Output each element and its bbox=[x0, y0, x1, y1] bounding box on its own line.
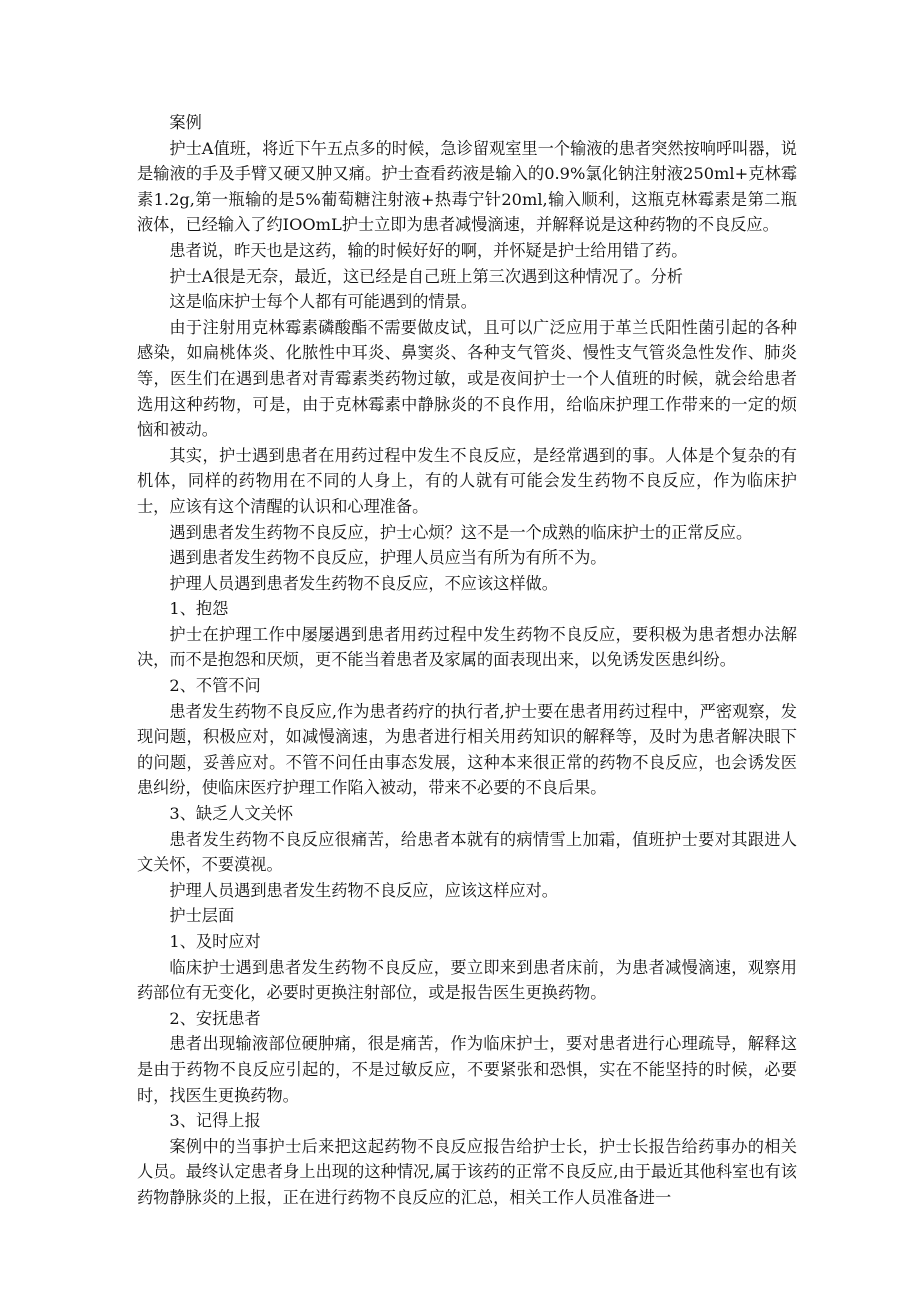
paragraph: 护士A值班，将近下午五点多的时候，急诊留观室里一个输液的患者突然按响呼叫器，说是输液的手及手臂又硬又肿又痛。护士查看药液是输入的0.9%氯化钠注射液250ml+克林霉素1.2g,第一瓶输的是5%葡萄糖注射液+热毒宁针20ml,输入顺利，这瓶克林霉素是第二瓶液体，已经输入了约IOOmL护士立即为患者减慢滴速，并解释说是这种药物的不良反应。 bbox=[137, 138, 797, 235]
paragraph: 患者发生药物不良反应,作为患者药疗的执行者,护士要在患者用药过程中，严密观察，发现问题，积极应对，如减慢滴速，为患者进行相关用药知识的解释等，及时为患者解决眼下的问题，妥善应对。不管不问任由事态发展，这种本来很正常的药物不良反应，也会诱发医患纠纷，使临床医疗护理工作陷入被动，带来不必要的不良后果。 bbox=[137, 701, 797, 798]
paragraph: 护理人员遇到患者发生药物不良反应，不应该这样做。 bbox=[169, 573, 558, 593]
list-heading: 1、抱怨 bbox=[169, 599, 229, 619]
paragraph: 患者出现输液部位硬肿痛，很是痛苦，作为临床护士，要对患者进行心理疏导，解释这是由于药物不良反应引起的，不是过敏反应，不要紧张和恐惧，实在不能坚持的时候，必要时，找医生更换药物。 bbox=[137, 1034, 797, 1105]
document-body bbox=[137, 110, 797, 1211]
paragraph: 遇到患者发生药物不良反应，护理人员应当有所为有所不为。 bbox=[169, 548, 607, 568]
paragraph: 遇到患者发生药物不良反应，护士心烦？这不是一个成熟的临床护士的正常反应。 bbox=[169, 522, 753, 542]
paragraph: 这是临床护士每个人都有可能遇到的情景。 bbox=[169, 292, 477, 312]
paragraph: 护士在护理工作中屡屡遇到患者用药过程中发生药物不良反应，要积极为患者想办法解决，而不是抱怨和厌烦，更不能当着患者及家属的面表现出来，以免诱发医患纠纷。 bbox=[137, 624, 797, 670]
paragraph: 由于注射用克林霉素磷酸酯不需要做皮试，且可以广泛应用于革兰氏阳性菌引起的各种感染，如扁桃体炎、化脓性中耳炎、鼻窦炎、各种支气管炎、慢性支气管炎急性发作、肺炎等，医生们在遇到患者对青霉素类药物过敏，或是夜间护士一个人值班的时候，就会给患者选用这种药物，可是，由于克林霉素中静脉炎的不良作用，给临床护理工作带来的一定的烦恼和被动。 bbox=[137, 317, 797, 440]
paragraph: 护理人员遇到患者发生药物不良反应，应该这样应对。 bbox=[169, 880, 558, 900]
paragraph: 护士A很是无奈，最近，这已经是自己班上第三次遇到这种情况了。分析 bbox=[169, 266, 683, 286]
list-heading: 3、记得上报 bbox=[169, 1111, 261, 1131]
paragraph: 患者说，昨天也是这药，输的时候好好的啊，并怀疑是护士给用错了药。 bbox=[169, 240, 688, 260]
list-heading: 2、不管不问 bbox=[169, 676, 261, 696]
list-heading: 1、及时应对 bbox=[169, 932, 261, 951]
paragraph: 患者发生药物不良反应很痛苦，给患者本就有的病情雪上加霜，值班护士要对其跟进人文关怀，不要漠视。 bbox=[137, 829, 797, 875]
paragraph: 其实，护士遇到患者在用药过程中发生不良反应，是经常遇到的事。人体是个复杂的有机体，同样的药物用在不同的人身上，有的人就有可能会发生药物不良反应，作为临床护士，应该有这个清醒的认识和心理准备。 bbox=[137, 445, 797, 516]
section-heading: 护士层面 bbox=[169, 906, 235, 926]
section-heading-case: 案例 bbox=[169, 113, 202, 132]
paragraph: 案例中的当事护士后来把这起药物不良反应报告给护士长，护士长报告给药事办的相关人员。最终认定患者身上出现的这种情况,属于该药的正常不良反应,由于最近其他科室也有该药物静脉炎的上报，正在进行药物不良反应的汇总，相关工作人员准备进一 bbox=[137, 1136, 797, 1207]
list-heading: 2、安抚患者 bbox=[169, 1008, 261, 1028]
paragraph: 临床护士遇到患者发生药物不良反应，要立即来到患者床前，为患者减慢滴速，观察用药部位有无变化，必要时更换注射部位，或是报告医生更换药物。 bbox=[137, 957, 797, 1003]
list-heading: 3、缺乏人文关怀 bbox=[169, 804, 294, 824]
